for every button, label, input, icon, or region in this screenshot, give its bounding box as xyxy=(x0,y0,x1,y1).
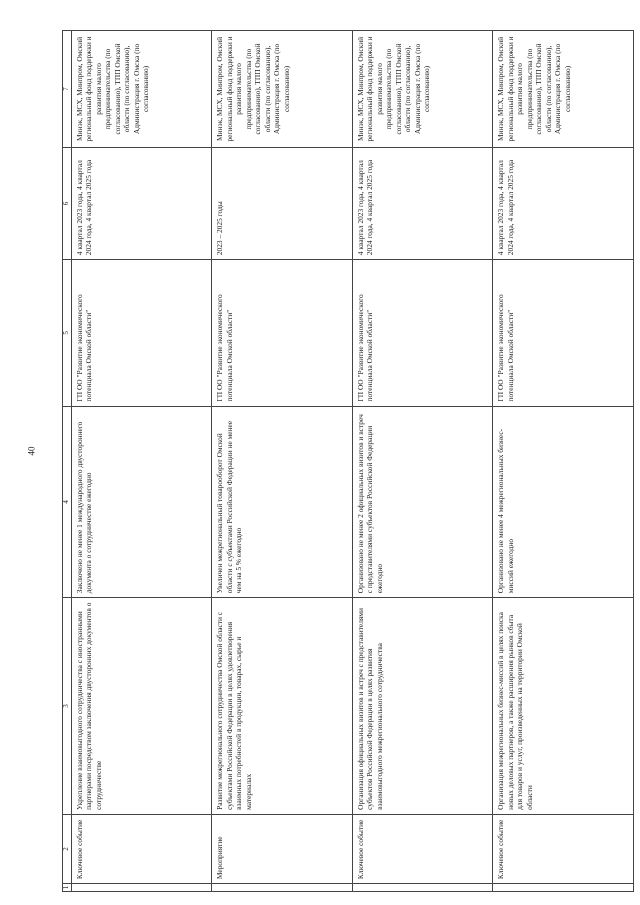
executors-cell: Минэк, МСХ, Минпром, Омский региональный фонд поддержки и развития малого предпринимательства (по согласованию), ТПП Омской области (по согласованию), Администрация г. Омска (по согласованию) xyxy=(71,31,212,148)
rotated-table-wrapper xyxy=(62,30,634,892)
column-header-6: 6 xyxy=(63,147,72,259)
row-number-cell xyxy=(352,884,493,892)
indicator-cell: Организовано не менее 2 официальных визитов и встреч с представителями субъектов Российской Федерации ежегодно xyxy=(352,406,493,598)
row-number-cell xyxy=(71,884,212,892)
table-row xyxy=(493,31,634,892)
action-cell: Развитие межрегионального сотрудничества Омской области с субъектами Российской Федерации в целях удовлетворения взаимных потребностей в продукции, товарах, сырье и материалах xyxy=(212,598,353,815)
indicator-cell: Увеличен межрегиональный товарооборот Омской области с субъектами Российской Федерации не менее чем на 5 % ежегодно xyxy=(212,406,353,598)
action-cell: Организация межрегиональных бизнес-миссий в целях поиска новых деловых партнеров, а также расширения рынков сбыта для товаров и услуг, произведенных на территории Омской области xyxy=(493,598,634,815)
executors-cell: Минэк, МСХ, Минпром, Омский региональный фонд поддержки и развития малого предпринимательства (по согласованию), ТПП Омской области (по согласованию), Администрация г. Омска (по согласованию) xyxy=(352,31,493,148)
table-row xyxy=(352,31,493,892)
program-cell: ГП ОО "Развитие экономического потенциала Омской области" xyxy=(352,260,493,406)
action-cell: Укрепление взаимовыгодного сотрудничества с иностранными партнерами посредством заключения двусторонних документов о сотрудничестве xyxy=(71,598,212,815)
deadline-cell: 4 квартал 2023 года, 4 квартал 2024 года, 4 квартал 2025 года xyxy=(71,147,212,259)
table-row xyxy=(212,31,353,892)
program-cell: ГП ОО "Развитие экономического потенциала Омской области" xyxy=(493,260,634,406)
column-header-4: 4 xyxy=(63,406,72,598)
event-type-cell: Ключевое событие xyxy=(493,814,634,883)
column-header-5: 5 xyxy=(63,260,72,406)
deadline-cell: 4 квартал 2023 года, 4 квартал 2024 года, 4 квартал 2025 года xyxy=(352,147,493,259)
event-type-cell: Ключевое событие xyxy=(71,814,212,883)
program-cell: ГП ОО "Развитие экономического потенциала Омской области" xyxy=(212,260,353,406)
program-cell: ГП ОО "Развитие экономического потенциала Омской области" xyxy=(71,260,212,406)
indicator-cell: Заключено не менее 1 международного двустороннего документа о сотрудничестве ежегодно xyxy=(71,406,212,598)
action-cell: Организация официальных визитов и встреч с представителями субъектов Российской Федерации в целях развития взаимовыгодного межрегионального сотрудничества xyxy=(352,598,493,815)
table-row xyxy=(71,31,212,892)
column-header-7: 7 xyxy=(63,31,72,148)
page-number: 40 xyxy=(26,446,37,456)
column-number-row xyxy=(63,31,72,892)
row-number-cell xyxy=(212,884,353,892)
column-header-2: 2 xyxy=(63,814,72,883)
executors-cell: Минэк, МСХ, Минпром, Омский региональный фонд поддержки и развития малого предпринимательства (по согласованию), ТПП Омской области (по согласованию), Администрация г. Омска (по согласованию) xyxy=(212,31,353,148)
column-header-1: 1 xyxy=(63,884,72,892)
action-plan-table xyxy=(62,30,634,892)
event-type-cell: Мероприятие xyxy=(212,814,353,883)
executors-cell: Минэк, МСХ, Минпром, Омский региональный фонд поддержки и развития малого предпринимательства (по согласованию), ТПП Омской области (по согласованию), Администрация г. Омска (по согласованию) xyxy=(493,31,634,148)
deadline-cell: 4 квартал 2023 года, 4 квартал 2024 года, 4 квартал 2025 года xyxy=(493,147,634,259)
row-number-cell xyxy=(493,884,634,892)
deadline-cell: 2023 – 2025 годы xyxy=(212,147,353,259)
column-header-3: 3 xyxy=(63,598,72,815)
indicator-cell: Организовано не менее 4 межрегиональных бизнес-миссий ежегодно xyxy=(493,406,634,598)
event-type-cell: Ключевое событие xyxy=(352,814,493,883)
